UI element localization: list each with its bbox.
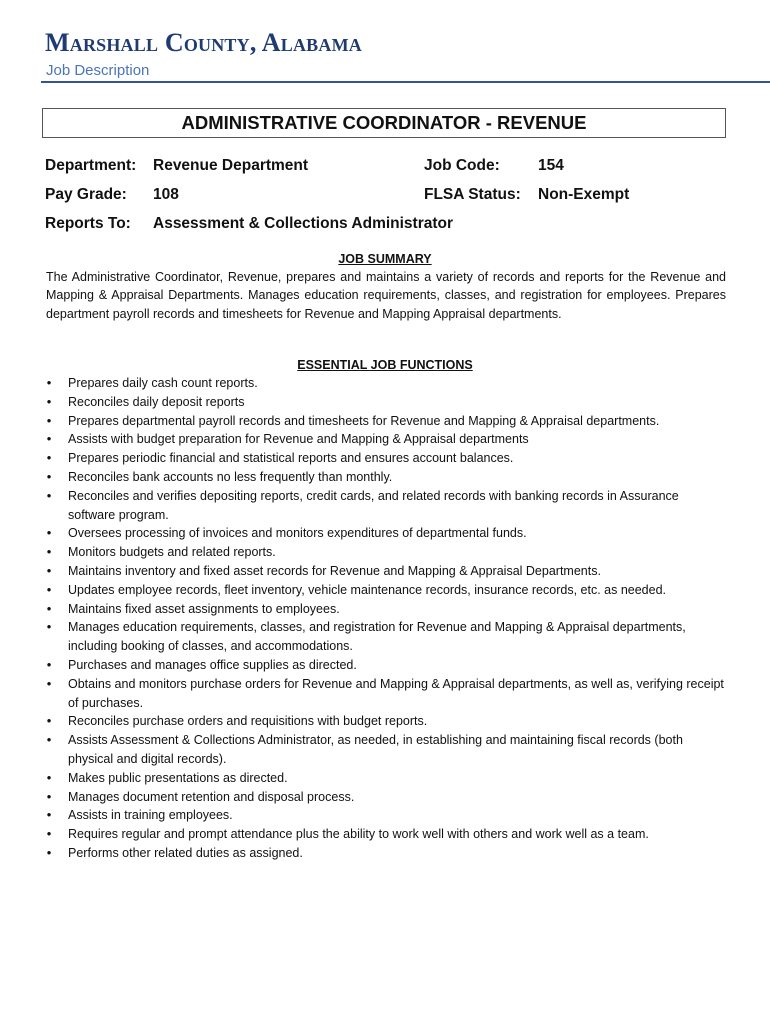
department-value: Revenue Department [153,157,309,174]
function-item-text: Reconciles and verifies depositing reports, credit cards, and related records with banking records in Assurance software program. [68,488,679,522]
function-item-text: Obtains and monitors purchase orders for Revenue and Mapping & Appraisal departments, as well as, verifying receipt of purchases. [68,676,724,710]
function-item [0,412,728,431]
function-item-text: Updates employee records, fleet inventory, vehicle maintenance records, insurance records, etc. as needed. [68,582,667,597]
bullet-icon: • [46,619,52,635]
function-item [0,618,728,656]
function-item-text: Monitors budgets and related reports. [68,545,276,560]
document-subtitle: Job Description [46,62,150,79]
function-item-text: Prepares periodic financial and statistical reports and ensures account balances. [68,451,514,466]
job-summary-text: The Administrative Coordinator, Revenue, prepares and maintains a variety of records and reports for the Revenue and Mapping & Appraisal Departments. Manages education requirements, classes, and registration for employees. Prepares department payroll records and timesheets for Revenue and Mapping Appraisal departments. [46,270,726,321]
function-item [0,844,728,863]
job-title: ADMINISTRATIVE COORDINATOR - REVENUE [42,108,726,138]
function-item-text: Makes public presentations as directed. [68,770,288,785]
function-item [0,825,728,844]
reports-to-label: Reports To: [45,215,131,232]
bullet-icon: • [46,581,52,597]
function-item [0,543,728,562]
function-item-text: Purchases and manages office supplies as directed. [68,657,357,672]
bullet-icon: • [46,826,52,842]
function-item-text: Reconciles daily deposit reports [68,394,245,409]
essential-functions-heading: ESSENTIAL JOB FUNCTIONS [297,358,473,372]
function-item [0,430,728,449]
bullet-icon: • [46,732,52,748]
function-item [0,581,728,600]
pay-grade-label: Pay Grade: [45,186,127,203]
bullet-icon: • [46,525,52,541]
function-item-text: Prepares daily cash count reports. [68,376,258,390]
bullet-icon: • [46,468,52,484]
function-item [0,487,728,525]
reports-to-value: Assessment & Collections Administrator [153,215,454,232]
county-title: Marshall County, Alabama [45,28,362,57]
function-item-text: Requires regular and prompt attendance plus the ability to work well with others and work well as a team. [68,827,649,842]
function-item-text: Performs other related duties as assigned. [68,845,303,860]
flsa-status-label: FLSA Status: [424,186,521,203]
header-divider [41,81,770,83]
function-item [0,600,728,619]
essential-functions-list [0,374,770,863]
job-code-value: 154 [538,157,564,174]
function-item-text: Maintains inventory and fixed asset records for Revenue and Mapping & Appraisal Departments. [68,563,601,578]
function-item-text: Maintains fixed asset assignments to employees. [68,601,340,616]
bullet-icon: • [46,675,52,691]
bullet-icon: • [46,544,52,560]
bullet-icon: • [46,431,52,447]
bullet-icon: • [46,450,52,466]
function-item [0,712,728,731]
function-item-text: Manages education requirements, classes, and registration for Revenue and Mapping & Appraisal departments, including booking of classes, and accommodations. [68,620,686,654]
function-item-text: Reconciles purchase orders and requisitions with budget reports. [68,714,428,729]
function-item-text: Oversees processing of invoices and monitors expenditures of departmental funds. [68,526,527,541]
pay-grade-value: 108 [153,186,179,203]
function-item-text: Assists Assessment & Collections Administrator, as needed, in establishing and maintaining fiscal records (both physical and digital records). [68,733,683,766]
bullet-icon: • [46,375,52,390]
bullet-icon: • [46,656,52,672]
function-item-text: Assists with budget preparation for Revenue and Mapping & Appraisal departments [68,432,529,447]
bullet-icon: • [46,769,52,785]
function-item [0,788,728,807]
function-item-text: Reconciles bank accounts no less frequently than monthly. [68,469,393,484]
function-item [0,393,728,412]
function-item-text: Manages document retention and disposal process. [68,789,355,804]
bullet-icon: • [46,393,52,409]
bullet-icon: • [46,487,52,503]
bullet-icon: • [46,713,52,729]
function-item [0,562,728,581]
bullet-icon: • [46,562,52,578]
function-item [0,675,728,713]
bullet-icon: • [46,600,52,616]
function-item-text: Assists in training employees. [68,808,233,823]
department-label: Department: [45,157,137,174]
function-item [0,374,728,393]
function-item [0,449,728,468]
function-item [0,524,728,543]
flsa-status-value: Non-Exempt [538,186,630,203]
function-item [0,656,728,675]
job-summary-heading: JOB SUMMARY [338,252,432,266]
function-item [0,806,728,825]
bullet-icon: • [46,844,52,860]
function-item-text: Prepares departmental payroll records and timesheets for Revenue and Mapping & Appraisal departments. [68,413,660,428]
function-item [0,769,728,788]
function-item [0,731,728,769]
bullet-icon: • [46,788,52,804]
bullet-icon: • [46,807,52,823]
bullet-icon: • [46,412,52,428]
job-code-label: Job Code: [424,157,500,174]
function-item [0,468,728,487]
